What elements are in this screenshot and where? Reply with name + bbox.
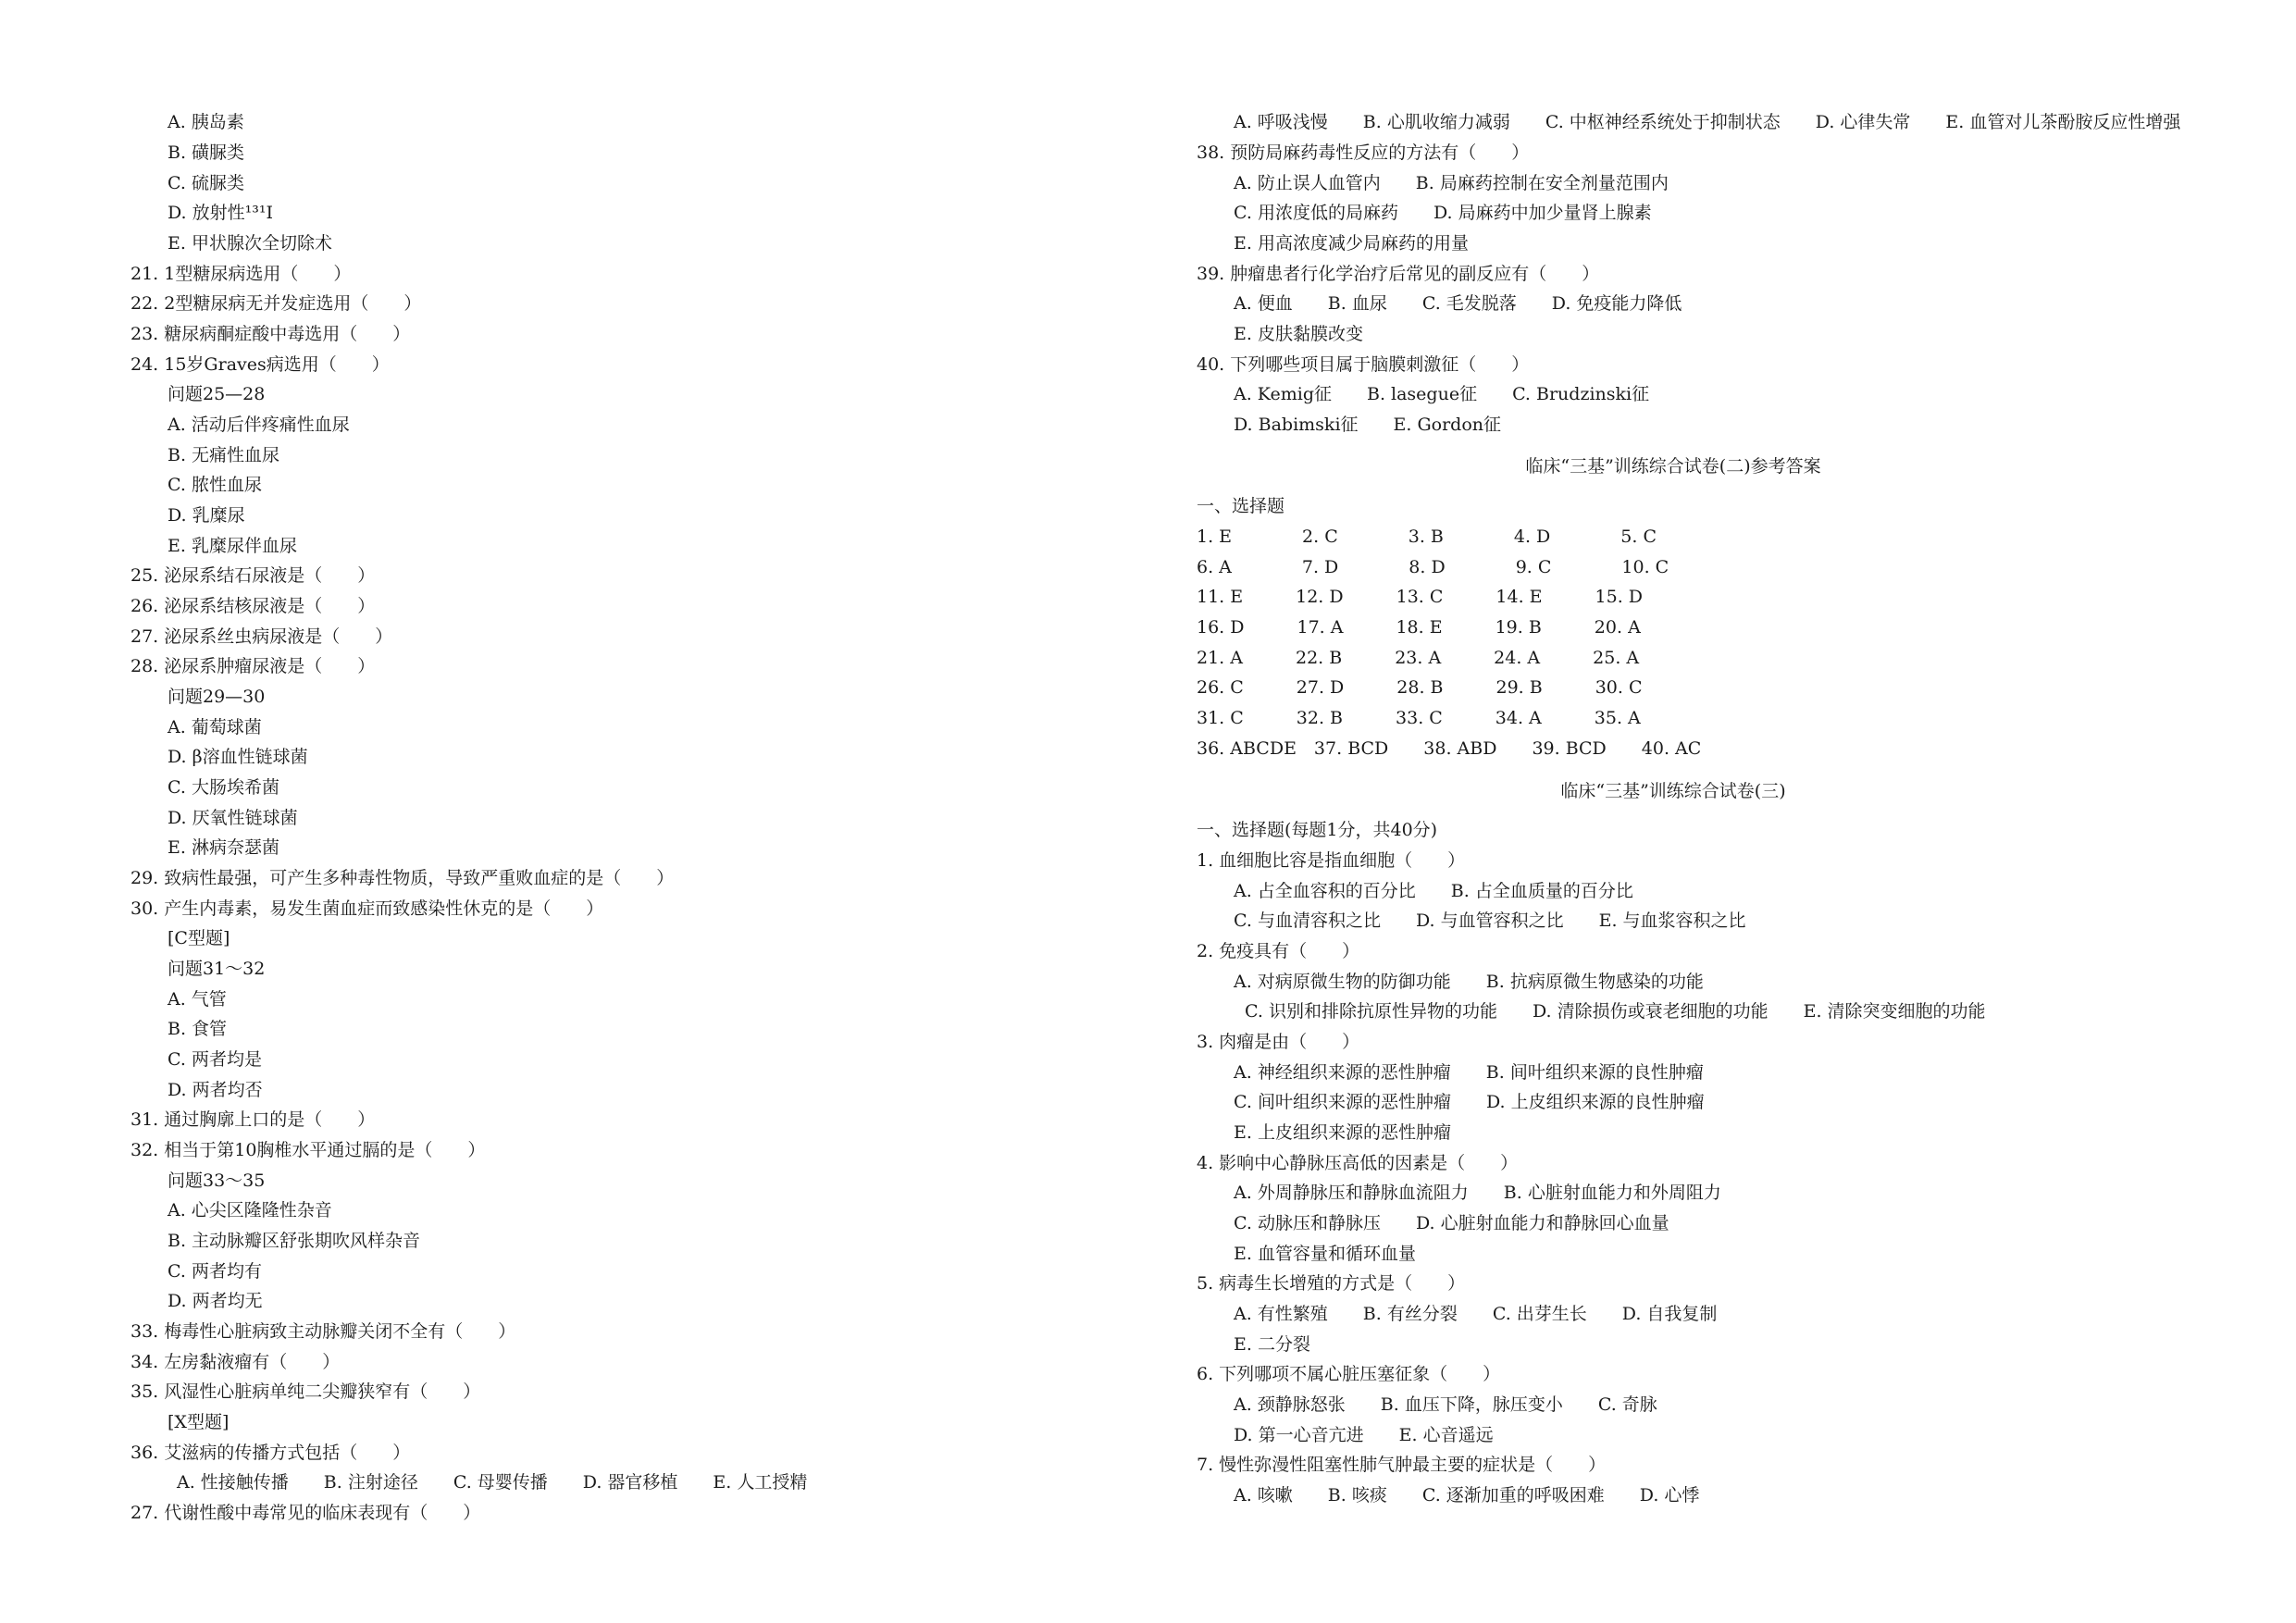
option-line: A. 咳嗽 B. 咳痰 C. 逐渐加重的呼吸困难 D. 心悸 [1234, 1485, 1700, 1505]
question-line: 38. 预防局麻药毒性反应的方法有（ ） [1197, 142, 1530, 163]
question-line: 33. 梅毒性心脏病致主动脉瓣关闭不全有（ ） [130, 1321, 516, 1342]
question-line: 5. 病毒生长增殖的方式是（ ） [1197, 1273, 1466, 1294]
option-line: D. 放射性¹³¹I [168, 203, 273, 223]
answer-row: 36. ABCDE 37. BCD 38. ABD 39. BCD 40. AC [1197, 738, 1702, 759]
section-heading: 一、选择题(每题1分，共40分) [1197, 820, 1438, 840]
option-line: E. 皮肤黏膜改变 [1234, 324, 1363, 344]
option-line: C. 与血清容积之比 D. 与血管容积之比 E. 与血浆容积之比 [1234, 911, 1746, 931]
option-line: D. Babimski征 E. Gordon征 [1234, 415, 1502, 435]
question-line: 3. 肉瘤是由（ ） [1197, 1032, 1360, 1052]
answer-row: 6. A 7. D 8. D 9. C 10. C [1197, 557, 1669, 577]
option-line: C. 两者均是 [168, 1049, 262, 1070]
option-line: D. 厌氧性链球菌 [168, 808, 298, 828]
question-line: 24. 15岁Graves病选用（ ） [130, 354, 390, 375]
question-line: 40. 下列哪些项目属于脑膜刺激征（ ） [1197, 354, 1530, 375]
option-line: A. 便血 B. 血尿 C. 毛发脱落 D. 免疫能力降低 [1234, 293, 1682, 314]
option-line: C. 脓性血尿 [168, 475, 262, 495]
section-heading: 一、选择题 [1197, 496, 1285, 516]
option-line: A. 葡萄球菌 [168, 717, 262, 737]
section-type-label: [C型题] [168, 928, 230, 948]
question-line: 31. 通过胸廓上口的是（ ） [130, 1109, 376, 1130]
option-line: A. 神经组织来源的恶性肿瘤 B. 间叶组织来源的良性肿瘤 [1234, 1062, 1704, 1083]
section-type-label: [X型题] [168, 1412, 230, 1432]
question-line: 21. 1型糖尿病选用（ ） [130, 264, 352, 284]
question-line: 6. 下列哪项不属心脏压塞征象（ ） [1197, 1364, 1501, 1384]
question-line: 34. 左房黏液瘤有（ ） [130, 1352, 341, 1372]
option-line: A. 颈静脉怒张 B. 血压下降，脉压变小 C. 奇脉 [1234, 1394, 1657, 1415]
option-line: C. 大肠埃希菌 [168, 777, 279, 798]
question-group-heading: 问题25—28 [168, 384, 266, 404]
answer-key-title: 临床“三基”训练综合试卷(二)参考答案 [1525, 456, 1821, 477]
option-line: A. 心尖区隆隆性杂音 [168, 1200, 332, 1220]
question-line: 36. 艾滋病的传播方式包括（ ） [130, 1443, 411, 1463]
question-line: 30. 产生内毒素，易发生菌血症而致感染性休克的是（ ） [130, 898, 604, 919]
option-line: A. 性接触传播 B. 注射途径 C. 母婴传播 D. 器官移植 E. 人工授精 [177, 1472, 808, 1493]
question-line: 7. 慢性弥漫性阻塞性肺气肿最主要的症状是（ ） [1197, 1455, 1607, 1475]
question-line: 23. 糖尿病酮症酸中毒选用（ ） [130, 324, 411, 344]
question-group-heading: 问题33～35 [168, 1171, 266, 1191]
option-line: D. β溶血性链球菌 [168, 747, 308, 767]
question-line: 39. 肿瘤患者行化学治疗后常见的副反应有（ ） [1197, 264, 1600, 284]
answer-row: 1. E 2. C 3. B 4. D 5. C [1197, 527, 1657, 547]
option-line: A. 胰岛素 [168, 112, 244, 132]
answer-row: 11. E 12. D 13. C 14. E 15. D [1197, 587, 1644, 607]
option-line: A. 防止误人血管内 B. 局麻药控制在安全剂量范围内 [1234, 173, 1669, 193]
question-line: 27. 代谢性酸中毒常见的临床表现有（ ） [130, 1503, 481, 1523]
question-line: 29. 致病性最强，可产生多种毒性物质，导致严重败血症的是（ ） [130, 868, 675, 888]
question-line: 32. 相当于第10胸椎水平通过膈的是（ ） [130, 1140, 486, 1160]
option-line: A. 外周静脉压和静脉血流阻力 B. 心脏射血能力和外周阻力 [1234, 1183, 1721, 1203]
option-line: D. 两者均否 [168, 1080, 263, 1100]
question-line: 28. 泌尿系肿瘤尿液是（ ） [130, 656, 376, 676]
option-line: A. 占全血容积的百分比 B. 占全血质量的百分比 [1234, 881, 1633, 901]
answer-row: 26. C 27. D 28. B 29. B 30. C [1197, 677, 1643, 698]
option-line: E. 乳糜尿伴血尿 [168, 536, 297, 556]
option-line: C. 硫脲类 [168, 173, 244, 193]
option-line: E. 二分裂 [1234, 1334, 1310, 1355]
option-line: B. 食管 [168, 1019, 228, 1039]
option-line: A. 对病原微生物的防御功能 B. 抗病原微生物感染的功能 [1234, 972, 1704, 992]
option-line: A. 活动后伴疼痛性血尿 [168, 415, 350, 435]
option-line: C. 识别和排除抗原性异物的功能 D. 清除损伤或衰老细胞的功能 E. 清除突变细胞的功能 [1245, 1001, 1986, 1022]
answer-row: 16. D 17. A 18. E 19. B 20. A [1197, 617, 1641, 638]
question-line: 25. 泌尿系结石尿液是（ ） [130, 565, 376, 586]
option-line: B. 磺脲类 [168, 142, 245, 163]
option-line: E. 甲状腺次全切除术 [168, 233, 332, 254]
option-line: A. Kemig征 B. lasegue征 C. Brudzinski征 [1234, 384, 1650, 404]
question-group-heading: 问题31～32 [168, 959, 266, 979]
answer-row: 21. A 22. B 23. A 24. A 25. A [1197, 648, 1640, 668]
option-line: E. 淋病奈瑟菌 [168, 837, 279, 858]
option-line: A. 呼吸浅慢 B. 心肌收缩力减弱 C. 中枢神经系统处于抑制状态 D. 心律失常 E. 血管对儿茶酚胺反应性增强 [1234, 112, 2181, 132]
option-line: D. 第一心音亢进 E. 心音遥远 [1234, 1425, 1494, 1445]
option-line: C. 用浓度低的局麻药 D. 局麻药中加少量肾上腺素 [1234, 203, 1652, 223]
question-line: 22. 2型糖尿病无并发症选用（ ） [130, 293, 422, 314]
option-line: D. 两者均无 [168, 1291, 263, 1311]
question-line: 2. 免疫具有（ ） [1197, 941, 1360, 961]
option-line: A. 有性繁殖 B. 有丝分裂 C. 出芽生长 D. 自我复制 [1234, 1304, 1718, 1324]
question-group-heading: 问题29—30 [168, 687, 266, 707]
option-line: C. 两者均有 [168, 1261, 262, 1282]
option-line: E. 血管容量和循环血量 [1234, 1244, 1416, 1264]
question-line: 35. 风湿性心脏病单纯二尖瓣狭窄有（ ） [130, 1381, 481, 1402]
option-line: A. 气管 [168, 989, 227, 1010]
option-line: B. 主动脉瓣区舒张期吹风样杂音 [168, 1231, 421, 1251]
option-line: D. 乳糜尿 [168, 505, 245, 526]
exam-title: 临床“三基”训练综合试卷(三) [1560, 781, 1786, 801]
question-line: 27. 泌尿系丝虫病尿液是（ ） [130, 626, 393, 647]
option-line: C. 动脉压和静脉压 D. 心脏射血能力和静脉回心血量 [1234, 1213, 1669, 1233]
option-line: B. 无痛性血尿 [168, 445, 280, 465]
answer-row: 31. C 32. B 33. C 34. A 35. A [1197, 708, 1641, 728]
option-line: E. 上皮组织来源的恶性肿瘤 [1234, 1122, 1451, 1143]
question-line: 4. 影响中心静脉压高低的因素是（ ） [1197, 1153, 1519, 1173]
option-line: E. 用高浓度减少局麻药的用量 [1234, 233, 1469, 254]
question-line: 1. 血细胞比容是指血细胞（ ） [1197, 850, 1466, 871]
option-line: C. 间叶组织来源的恶性肿瘤 D. 上皮组织来源的良性肿瘤 [1234, 1092, 1705, 1112]
question-line: 26. 泌尿系结核尿液是（ ） [130, 596, 376, 616]
